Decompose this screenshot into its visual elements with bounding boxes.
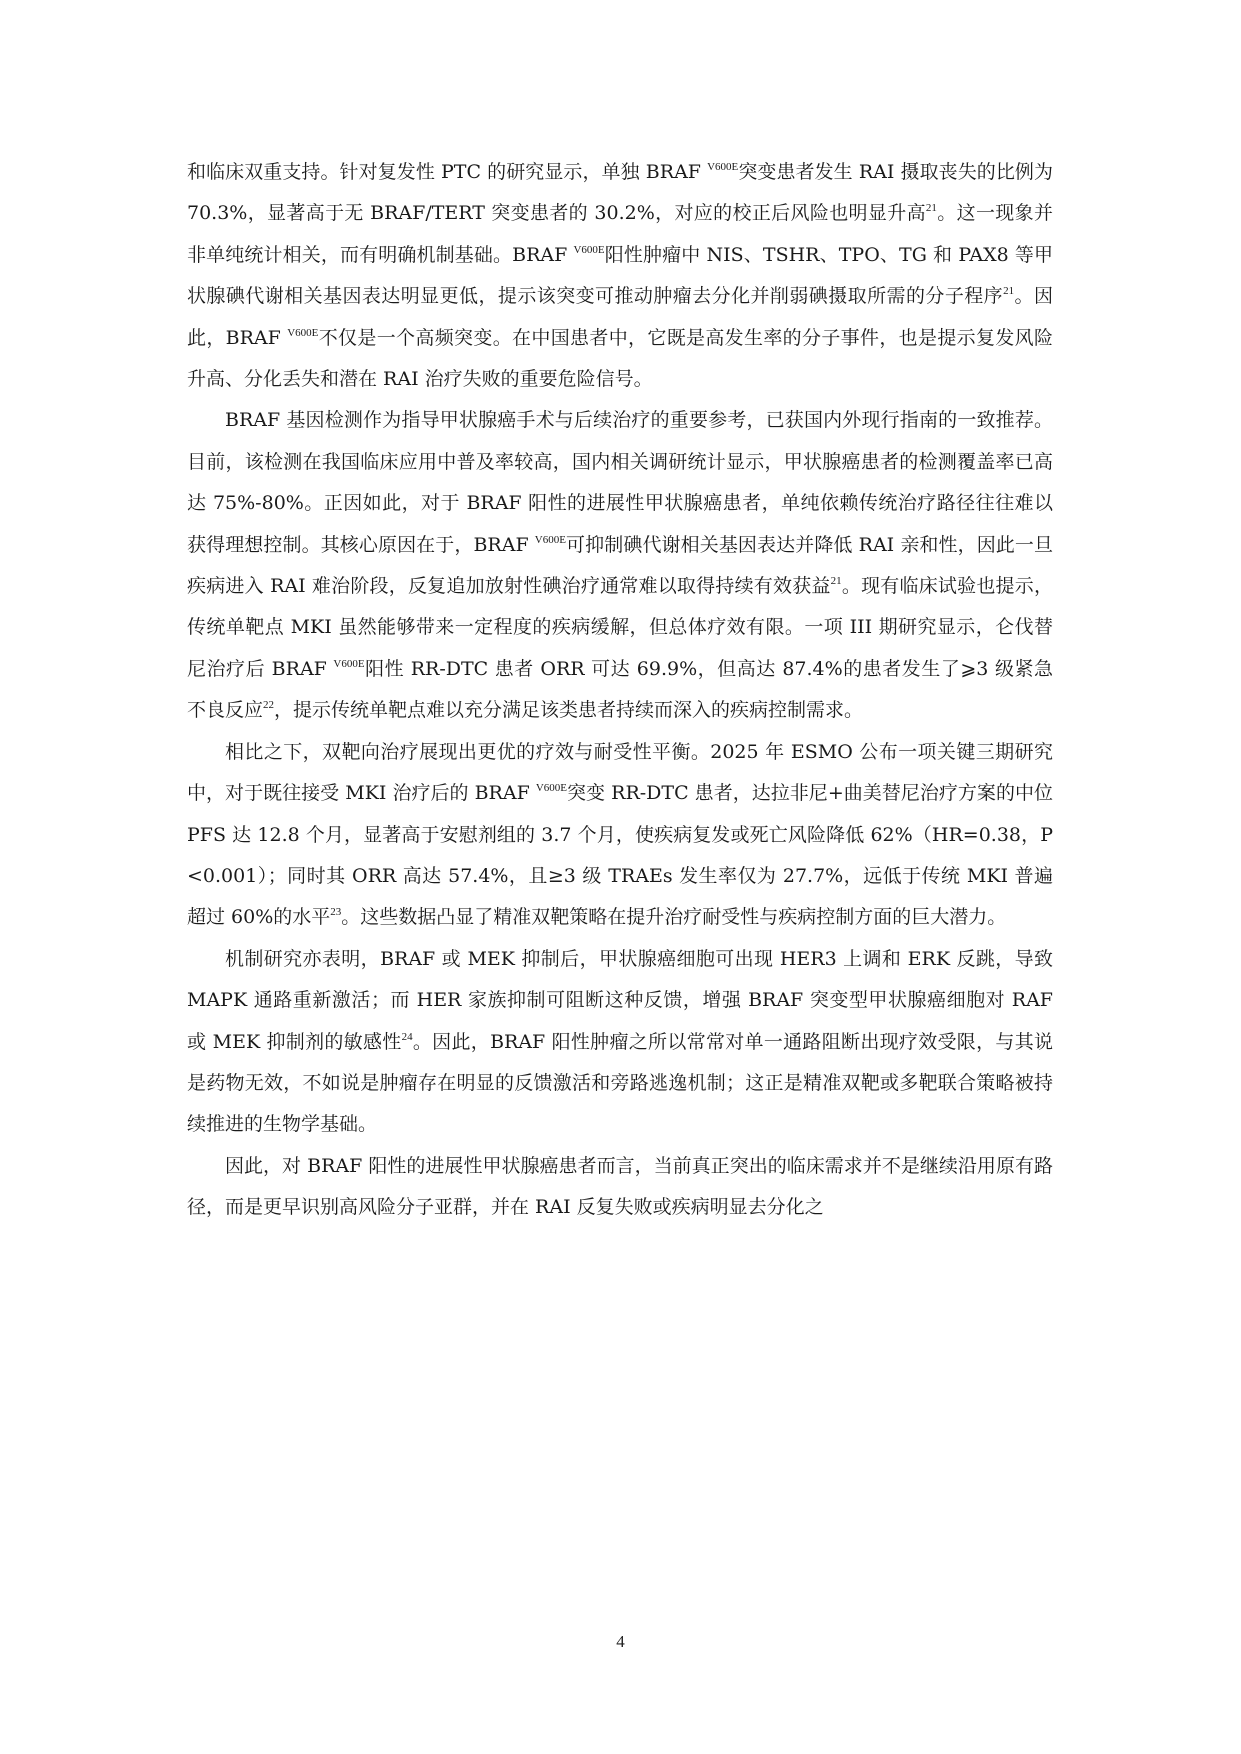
superscript: V600E: [573, 243, 605, 256]
text-run: 。这些数据凸显了精准双靶策略在提升治疗耐受性与疾病控制方面的巨大潜力。: [341, 906, 1007, 929]
superscript: 22: [263, 699, 275, 712]
paragraph: [187, 732, 1053, 939]
superscript: V600E: [287, 326, 319, 339]
text-run: 。这一现象并非单纯统计相关，而有明确机制基础。BRAF: [187, 202, 1053, 266]
text-run: ，提示传统单靶点难以充分满足该类患者持续而深入的疾病控制需求。: [274, 699, 864, 722]
text-run: 机制研究亦表明，BRAF 或 MEK 抑制后，甲状腺癌细胞可出现 HER3 上调和 ERK 反跳，导致 MAPK 通路重新激活；而 HER 家族抑制可阻断这种反馈，增强 BRAF 突变型甲状腺癌细胞对 RAF 或 MEK 抑制剂的敏感性: [187, 947, 1053, 1053]
paragraph: [187, 939, 1053, 1146]
superscript: 21: [925, 202, 937, 215]
superscript: 24: [401, 1030, 413, 1043]
page-number: 4: [616, 1632, 625, 1651]
document-body: [187, 152, 1053, 1229]
paragraph: [187, 152, 1053, 400]
superscript: 21: [1003, 285, 1015, 298]
superscript: V600E: [333, 657, 365, 670]
text-run: 阳性 RR-DTC 患者 ORR 可达 69.9%，但高达 87.4%的患者发生了⩾3 级紧急不良反应: [187, 657, 1053, 722]
superscript: V600E: [535, 782, 568, 795]
text-run: 可抑制碘代谢相关基因表达并降低 RAI 亲和性，因此一旦疾病进入 RAI 难治阶段，反复追加放射性碘治疗通常难以取得持续有效获益: [187, 533, 1053, 598]
text-run: 突变 RR-DTC 患者，达拉非尼+曲美替尼治疗方案的中位 PFS 达 12.8 个月，显著高于安慰剂组的 3.7 个月，使疾病复发或死亡风险降低 62%（HR=0.38，P<0.001）；同时其 ORR 高达 57.4%，且≥3 级 TRAEs 发生率仅为 27.7%，远低于传统 MKI 普遍超过 60%的水平: [187, 782, 1053, 929]
text-run: 阳性肿瘤中 NIS、TSHR、TPO、TG 和 PAX8 等甲状腺碘代谢相关基因表达明显更低，提示该突变可推动肿瘤去分化并削弱碘摄取所需的分子程序: [187, 243, 1053, 308]
paragraph: [187, 400, 1053, 731]
text-run: 。因此，BRAF: [187, 285, 1053, 349]
text-run: 突变患者发生 RAI 摄取丧失的比例为 70.3%，显著高于无 BRAF/TERT 突变患者的 30.2%，对应的校正后风险也明显升高: [187, 161, 1053, 225]
superscript: 23: [330, 906, 342, 919]
text-run: 相比之下，双靶向治疗展现出更优的疗效与耐受性平衡。2025 年 ESMO 公布一项关键三期研究中，对于既往接受 MKI 治疗后的 BRAF: [187, 740, 1053, 805]
paragraph-list: [187, 152, 1053, 1229]
superscript: V600E: [534, 533, 566, 546]
text-run: 。因此，BRAF 阳性肿瘤之所以常常对单一通路阻断出现疗效受限，与其说是药物无效，不如说是肿瘤存在明显的反馈激活和旁路逃逸机制；这正是精准双靶或多靶联合策略被持续推进的生物学基础。: [187, 1030, 1053, 1136]
text-run: 。现有临床试验也提示，传统单靶点 MKI 虽然能够带来一定程度的疾病缓解，但总体疗效有限。一项 III 期研究显示，仑伐替尼治疗后 BRAF: [187, 575, 1053, 680]
text-run: 不仅是一个高频突变。在中国患者中，它既是高发生率的分子事件，也是提示复发风险升高、分化丢失和潜在 RAI 治疗失败的重要危险信号。: [187, 326, 1053, 391]
superscript: 21: [830, 575, 842, 588]
text-run: 和临床双重支持。针对复发性 PTC 的研究显示，单独 BRAF: [187, 161, 708, 183]
superscript: V600E: [707, 161, 739, 173]
text-run: BRAF 基因检测作为指导甲状腺癌手术与后续治疗的重要参考，已获国内外现行指南的一致推荐。目前，该检测在我国临床应用中普及率较高，国内相关调研统计显示，甲状腺癌患者的检测覆盖率已高达 75%-80%。正因如此，对于 BRAF 阳性的进展性甲状腺癌患者，单纯依赖传统治疗路径往往难以获得理想控制。其核心原因在于，BRAF: [187, 409, 1053, 556]
text-run: 因此，对 BRAF 阳性的进展性甲状腺癌患者而言，当前真正突出的临床需求并不是继续沿用原有路径，而是更早识别高风险分子亚群，并在 RAI 反复失败或疾病明显去分化之: [187, 1154, 1053, 1219]
paragraph: [187, 1146, 1053, 1229]
